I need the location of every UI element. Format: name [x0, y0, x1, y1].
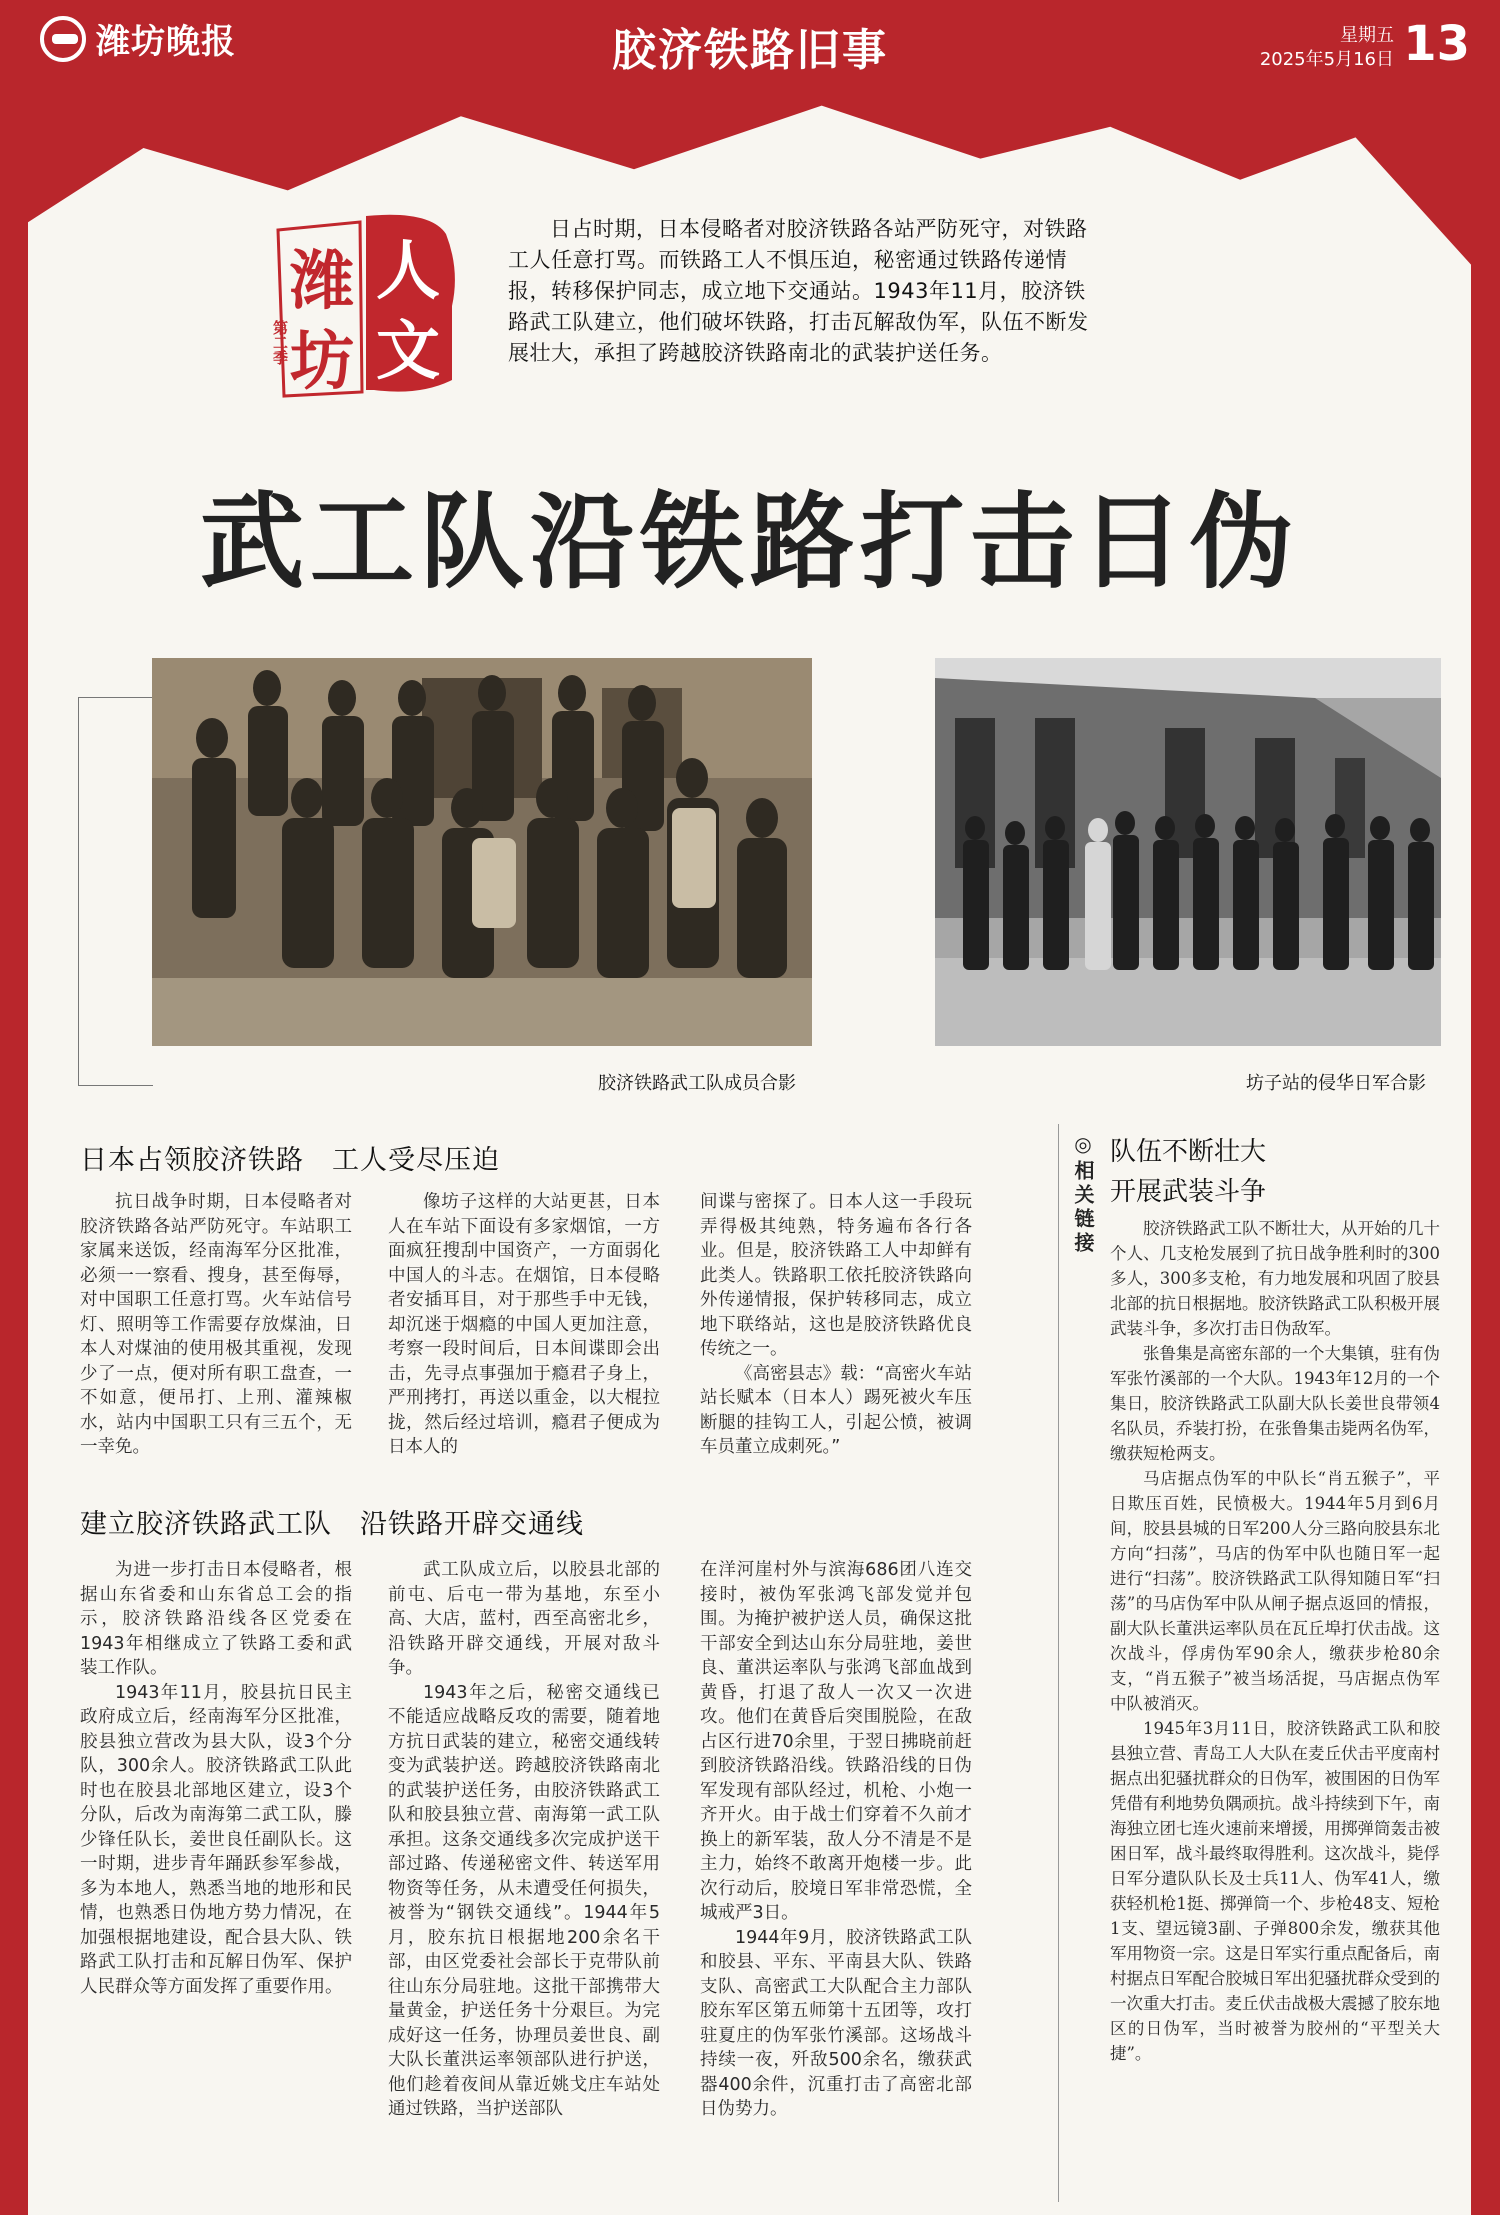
- photo-caption-team: 胶济铁路武工队成员合影: [598, 1073, 796, 1094]
- section1-column-2: [388, 1190, 660, 1460]
- date-block: [1260, 24, 1394, 72]
- paragraph: 间谍与密探了。日本人这一手段玩弄得极其纯熟，特务遍布各行各业。但是，胶济铁路工人中却鲜有此类人。铁路职工依托胶济铁路向外传递情报，保护转移同志，成立地下联络站，这也是胶济铁路优良传统之一。: [700, 1192, 972, 1359]
- station-photo-icon: [935, 658, 1441, 1046]
- badge-char-wei: 潍: [290, 244, 354, 319]
- page-headline: 武工队沿铁路打击日伪: [199, 481, 1300, 603]
- paragraph: 马店据点伪军的中队长“肖五猴子”，平日欺压百姓，民愤极大。1944年5月到6月间，胶县县城的日军200人分三路向胶县东北方向“扫荡”，马店的伪军中队也随日军一起进行“扫荡”。胶济铁路武工队得知随日军“扫荡”的马店伪军中队从闸子据点返回的情报，副大队长董洪运率队员在瓦丘埠打伏击战。这次战斗，俘虏伪军90余人，缴获步枪80余支，“肖五猴子”被当场活捉，马店据点伪军中队被消灭。: [1110, 1469, 1440, 1713]
- paragraph: 在洋河崖村外与滨海686团八连交接时，被伪军张鸿飞部发觉并包围。为掩护被护送人员，确保这批干部安全到达山东分局驻地，姜世良、董洪运率队与张鸿飞部血战到黄昏，打退了敌人一次又一次进攻。他们在黄昏后突围脱险，在敌占区行进70余里，于翌日拂晓前赶到胶济铁路沿线。铁路沿线的日伪军发现有部队经过，机枪、小炮一齐开火。由于战士们穿着不久前才换上的新军装，敌人分不清是不是主力，始终不敢离开炮楼一步。此次行动后，胶境日军非常恐慌，全城戒严3日。: [700, 1560, 972, 1923]
- related-link-label: ◎相关链接: [1071, 1132, 1095, 1256]
- section2-column-2: [388, 1558, 660, 2122]
- column-badge: [270, 210, 460, 400]
- paragraph: 像坊子这样的大站更甚，日本人在车站下面设有多家烟馆，一方面疯狂搜刮中国资产，一方面弱化中国人的斗志。在烟馆，日本侵略者安插耳目，对于那些手中无钱，却沉迷于烟瘾的中国人更加注意，考察一段时间后，日本间谍即会出击，先寻点事强加于瘾君子身上，严刑拷打，再送以重金，以大棍拉拢，然后经过培训，瘾君子便成为日本人的: [388, 1192, 660, 1457]
- badge-char-fang: 坊: [290, 324, 354, 399]
- sidebar-title-line: 开展武装斗争: [1110, 1177, 1267, 1207]
- photo-team-members: [152, 658, 812, 1046]
- sidebar-divider: [1058, 1124, 1059, 2202]
- issue-date: 2025年5月16日: [1259, 49, 1394, 70]
- badge-season: 第二季: [271, 320, 289, 365]
- section1-title: 日本占领胶济铁路 工人受尽压迫: [80, 1145, 500, 1176]
- paragraph: 1944年9月，胶济铁路武工队和胶县、平东、平南县大队、铁路支队、高密武工大队配合主力部队胶东军区第五师第十五团等，攻打驻夏庄的伪军张竹溪部。这场战斗持续一夜，歼敌500余名，缴获武器400余件，沉重打击了高密北部日伪势力。: [700, 1927, 972, 2119]
- badge-char-ren: 人: [376, 234, 440, 309]
- sidebar-body: [1110, 1216, 1440, 2066]
- section1-column-1: [80, 1190, 352, 1460]
- paragraph: 《高密县志》载：“高密火车站站长赋本（日本人）踢死被火车压断腿的挂钩工人，引起公愤，被调车员董立成刺死。”: [700, 1363, 972, 1457]
- paragraph: 张鲁集是高密东部的一个大集镇，驻有伪军张竹溪部的一个大队。1943年12月的一个集日，胶济铁路武工队副大队长姜世良带领4名队员，乔装打扮，在张鲁集击毙两名伪军，缴获短枪两支。: [1110, 1344, 1440, 1463]
- paragraph: 武工队成立后，以胶县北部的前屯、后屯一带为基地，东至小高、大店，蓝村，西至高密北乡，沿铁路开辟交通线，开展对敌斗争。: [388, 1560, 660, 1678]
- paragraph: 抗日战争时期，日本侵略者对胶济铁路各站严防死守。车站职工家属来送饭，经南海军分区批准，必须一一察看、搜身，甚至侮辱，对中国职工任意打骂。火车站信号灯、照明等工作需要存放煤油，日本人对煤油的使用极其重视，发现少了一点，便对所有职工盘查，一不如意，便吊打、上刑、灌辣椒水，站内中国职工只有三五个，无一幸免。: [80, 1192, 352, 1457]
- paper-name: 潍坊晚报: [96, 22, 236, 62]
- section1-column-3: [700, 1190, 972, 1460]
- photo-fangzi-station: [935, 658, 1441, 1046]
- photo-caption-station: 坊子站的侵华日军合影: [1246, 1073, 1426, 1094]
- paragraph: 1943年11月，胶县抗日民主政府成立后，经南海军分区批准，胶县独立营改为县大队，设3个分队，300余人。胶济铁路武工队此时也在胶县北部地区建立，设3个分队，后改为南海第二武工队，滕少锋任队长，姜世良任副队长。这一时期，进步青年踊跃参军参战，多为本地人，熟悉当地的地形和民情，也熟悉日伪地方势力情况，在加强根据地建设，配合县大队、铁路武工队打击和瓦解日伪军、保护人民群众等方面发挥了重要作用。: [80, 1682, 352, 1997]
- section2-title: 建立胶济铁路武工队 沿铁路开辟交通线: [80, 1509, 584, 1540]
- section2-column-1: [80, 1558, 352, 1999]
- paragraph: 1945年3月11日，胶济铁路武工队和胶县独立营、青岛工人大队在麦丘伏击平度南村据点出犯骚扰群众的日伪军，被围困的日伪军凭借有利地势负隅顽抗。战斗持续到下午，南海独立团七连火速前来增援，用掷弹筒轰击被困日军，战斗最终取得胜利。这次战斗，毙俘日军分遣队队长及士兵11人、伪军41人，缴获轻机枪1挺、掷弹筒一个、步枪48支、短枪1支、望远镜3副、子弹800余发，缴获其他军用物资一宗。这是日军实行重点配备后，南村据点日军配合胶城日军出犯骚扰群众受到的一次重大打击。麦丘伏击战极大震撼了胶东地区的日伪军，当时被誉为胶州的“平型关大捷”。: [1110, 1719, 1440, 2063]
- section-title: 胶济铁路旧事: [612, 25, 888, 76]
- red-border-right: [1472, 380, 1500, 2215]
- paragraph: 胶济铁路武工队不断壮大，从开始的几十个人、几支枪发展到了抗日战争胜利时的300多人，300多支枪，有力地发展和巩固了胶县北部的抗日根据地。胶济铁路武工队积极开展武装斗争，多次打击日伪敌军。: [1110, 1219, 1440, 1338]
- lede-paragraph: 日占时期，日本侵略者对胶济铁路各站严防死守，对铁路工人任意打骂。而铁路工人不惧压迫，秘密通过铁路传递情报，转移保护同志，成立地下交通站。1943年11月，胶济铁路武工队建立，他们破坏铁路，打击瓦解敌伪军，队伍不断发展壮大，承担了跨越胶济铁路南北的武装护送任务。: [508, 217, 1089, 365]
- paragraph: 为进一步打击日本侵略者，根据山东省委和山东省总工会的指示，胶济铁路沿线各区党委在1943年相继成立了铁路工委和武装工作队。: [80, 1560, 352, 1678]
- photo-frame-line: [78, 697, 153, 1086]
- badge-char-wen: 文: [376, 314, 440, 389]
- group-photo-icon: [152, 658, 812, 1046]
- section2-column-3: [700, 1558, 972, 2122]
- sidebar-title-line: 队伍不断壮大: [1110, 1137, 1267, 1167]
- paragraph: 1943年之后，秘密交通线已不能适应战略反攻的需要，随着地方抗日武装的建立，秘密交通线转变为武装护送。跨越胶济铁路南北的武装护送任务，由胶济铁路武工队和胶县独立营、南海第一武工队承担。这条交通线多次完成护送干部过路、传递秘密文件、转送军用物资等任务，从未遭受任何损失，被誉为“钢铁交通线”。1944年5月，胶东抗日根据地200余名干部，由区党委社会部长于克带队前往山东分局驻地。这批干部携带大量黄金，护送任务十分艰巨。为完成好这一任务，协理员姜世良、副大队长董洪运率领部队进行护送，他们趁着夜间从靠近姚戈庄车站处通过铁路，当护送部队: [388, 1682, 660, 2119]
- weekday: 星期五: [1340, 25, 1394, 46]
- sidebar-title: [1110, 1132, 1266, 1212]
- page-number: 13: [1403, 16, 1470, 72]
